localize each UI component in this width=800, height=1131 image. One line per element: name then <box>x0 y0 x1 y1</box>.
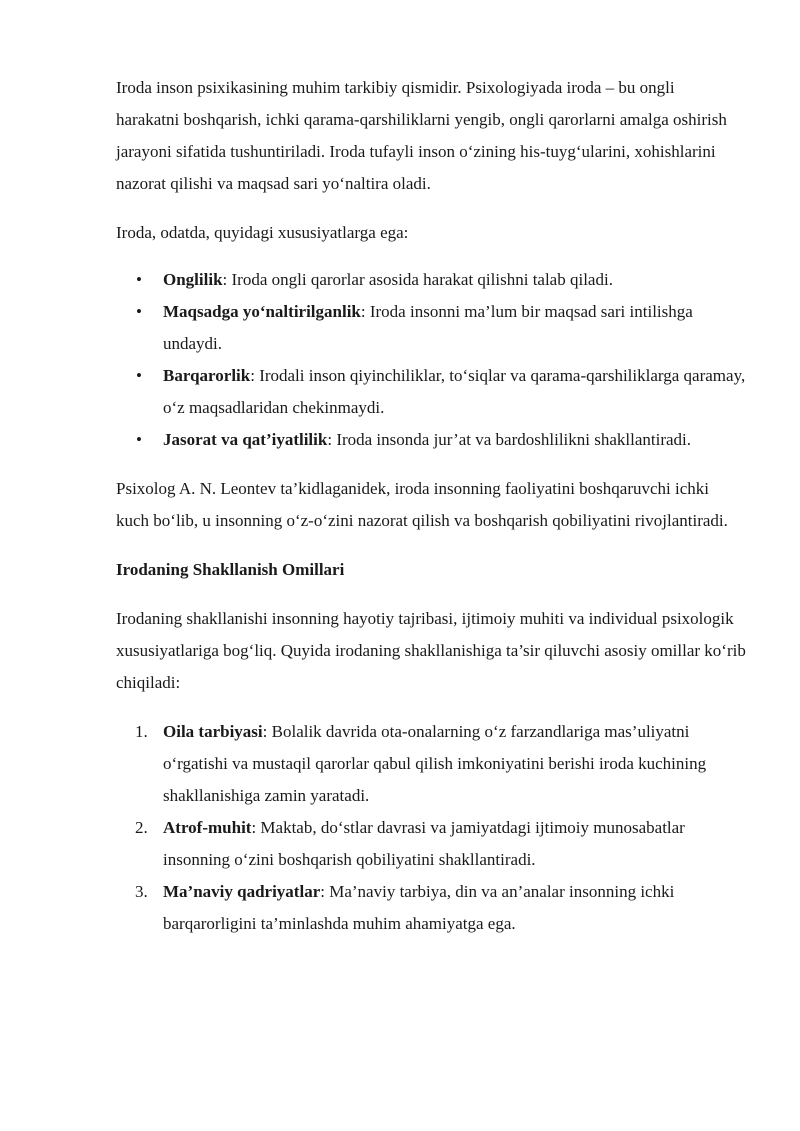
item-number: 2. <box>135 818 148 837</box>
list-item <box>116 296 746 360</box>
term-label: Oila tarbiyasi <box>163 722 263 741</box>
term-description: : Iroda insonda jur’at va bardoshlilikni shakllantiradi. <box>327 430 692 449</box>
document-page <box>116 72 746 940</box>
leontev-paragraph: Psixolog A. N. Leontev ta’kidlaganidek, iroda insonning faoliyatini boshqaruvchi ichki kuch bo‘lib, u insonning o‘z-o‘zini nazorat qilish va boshqarish qobiliyatini rivojlantiradi. <box>116 479 728 530</box>
term-description: : Bolalik davrida ota-onalarning o‘z farzandlariga mas’uliyatni o‘rgatishi va mustaqil qarorlar qabul qilish imkoniyatini berishi iroda kuchining shakllanishiga zamin yaratadi. <box>163 722 707 805</box>
list-item <box>116 424 746 456</box>
intro-paragraph: Iroda inson psixikasining muhim tarkibiy qismidir. Psixologiyada iroda – bu ongli harakatni boshqarish, ichki qarama-qarshiliklarni yengib, ongli qarorlarni amalga oshirish jarayoni sifatida tushuntiriladi. Iroda tufayli inson o‘zining his-tuyg‘ularini, xohishlarini nazorat qilishi va maqsad sari yo‘naltira oladi. <box>116 78 727 193</box>
section-heading: Irodaning Shakllanish Omillari <box>116 560 345 579</box>
item-number: 1. <box>135 722 148 741</box>
term-description: : Irodali inson qiyinchiliklar, to‘siqlar va qarama-qarshiliklarga qaramay, o‘z maqsadlaridan chekinmaydi. <box>163 366 746 417</box>
term-label: Onglilik <box>163 270 223 289</box>
term-label: Barqarorlik <box>163 366 251 385</box>
properties-list <box>116 264 746 456</box>
term-description: : Iroda ongli qarorlar asosida harakat qilishni talab qiladi. <box>222 270 613 289</box>
term-label: Atrof-muhit <box>163 818 252 837</box>
properties-intro: Iroda, odatda, quyidagi xususiyatlarga ega: <box>116 223 409 242</box>
term-description: : Iroda insonni ma’lum bir maqsad sari intilishga undaydi. <box>163 302 693 353</box>
bullet-icon: • <box>136 270 142 289</box>
list-item <box>116 264 746 296</box>
bullet-icon: • <box>136 366 142 385</box>
list-item <box>116 716 746 812</box>
factors-list <box>116 716 746 940</box>
term-description: : Ma’naviy tarbiya, din va an’analar insonning ichki barqarorligini ta’minlashda muhim ahamiyatga ega. <box>163 882 675 933</box>
term-description: : Maktab, do‘stlar davrasi va jamiyatdagi ijtimoiy munosabatlar insonning o‘zini boshqarish qobiliyatini shakllantiradi. <box>163 818 685 869</box>
list-item <box>116 360 746 424</box>
bullet-icon: • <box>136 302 142 321</box>
term-label: Maqsadga yo‘naltirilganlik <box>163 302 361 321</box>
bullet-icon: • <box>136 430 142 449</box>
term-label: Jasorat va qat’iyatlilik <box>163 430 328 449</box>
list-item <box>116 812 746 876</box>
factors-intro: Irodaning shakllanishi insonning hayotiy tajribasi, ijtimoiy muhiti va individual psixologik xususiyatlariga bog‘liq. Quyida irodaning shakllanishiga ta’sir qiluvchi asosiy omillar ko‘rib chiqiladi: <box>116 609 746 692</box>
item-number: 3. <box>135 882 148 901</box>
term-label: Ma’naviy qadriyatlar <box>163 882 321 901</box>
list-item <box>116 876 746 940</box>
